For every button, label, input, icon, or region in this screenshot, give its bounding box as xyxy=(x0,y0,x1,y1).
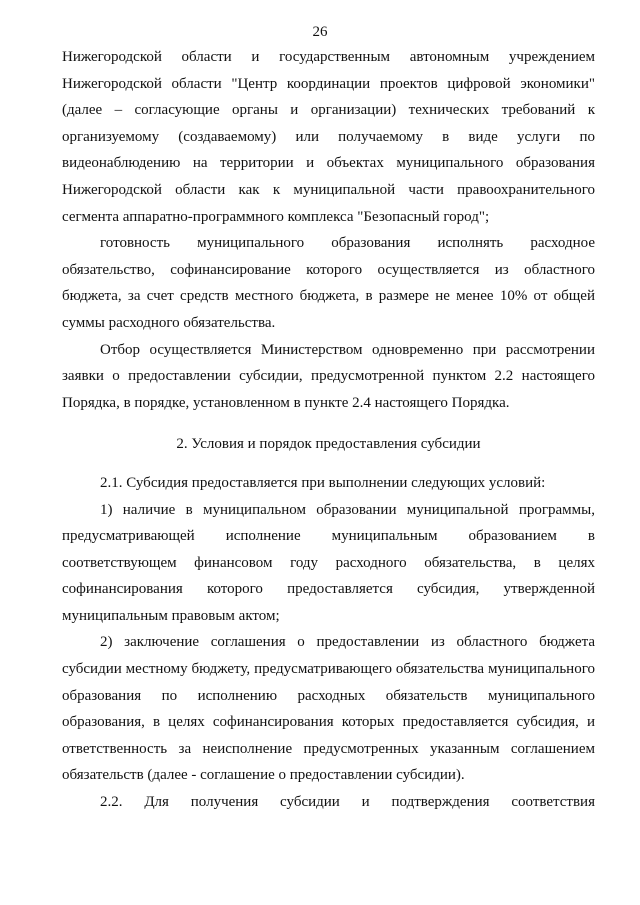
paragraph-condition-2: 2) заключение соглашения о предоставлении из областного бюджета субсидии местному бюджету, предусматривающего обязательства муниципального образования по исполнению расходных обязательств муниципального образования, в целях софинансирования которых предоставляется субсидия, и ответственность за неисполнение предусмотренных указанным соглашением обязательств (далее - соглашение о предоставлении субсидии). xyxy=(62,634,595,784)
page-number: 26 xyxy=(312,24,328,40)
paragraph-clause-2-2: 2.2. Для получения субсидии и подтверждения соответствия xyxy=(100,794,595,811)
section-heading: 2. Условия и порядок предоставления субсидии xyxy=(176,436,481,453)
paragraph-budget-readiness: готовность муниципального образования исполнять расходное обязательство, софинансирование которого осуществляется из областного бюджета, за счет средств местного бюджета, в размере не менее 10% от общей суммы расходного обязательства. xyxy=(62,235,595,331)
paragraph-condition-1: 1) наличие в муниципальном образовании муниципальной программы, предусматривающей исполнение муниципальным образованием в соответствующем финансовом году расходного обязательства, в целях софинансирования которого предоставляется субсидия, утвержденной муниципальным правовым актом; xyxy=(62,501,595,624)
body-text xyxy=(62,44,595,816)
paragraph-clause-2-1: 2.1. Субсидия предоставляется при выполнении следующих условий: xyxy=(100,474,546,491)
paragraph-selection-procedure: Отбор осуществляется Министерством одновременно при рассмотрении заявки о предоставлении субсидии, предусмотренной пунктом 2.2 настоящего Порядка, в порядке, установленном в пункте 2.4 настоящего Порядка. xyxy=(62,341,595,411)
paragraph-approval-requirements: Нижегородской области и государственным автономным учреждением Нижегородской области "Центр координации проектов цифровой экономики" (далее – согласующие органы и организации) технических требований к организуемому (создаваемому) или получаемому в виде услуги по видеонаблюдению на территории и объектах муниципального образования Нижегородской области как к муниципальной части правоохранительного сегмента аппаратно-программного комплекса "Безопасный город"; xyxy=(62,49,595,225)
